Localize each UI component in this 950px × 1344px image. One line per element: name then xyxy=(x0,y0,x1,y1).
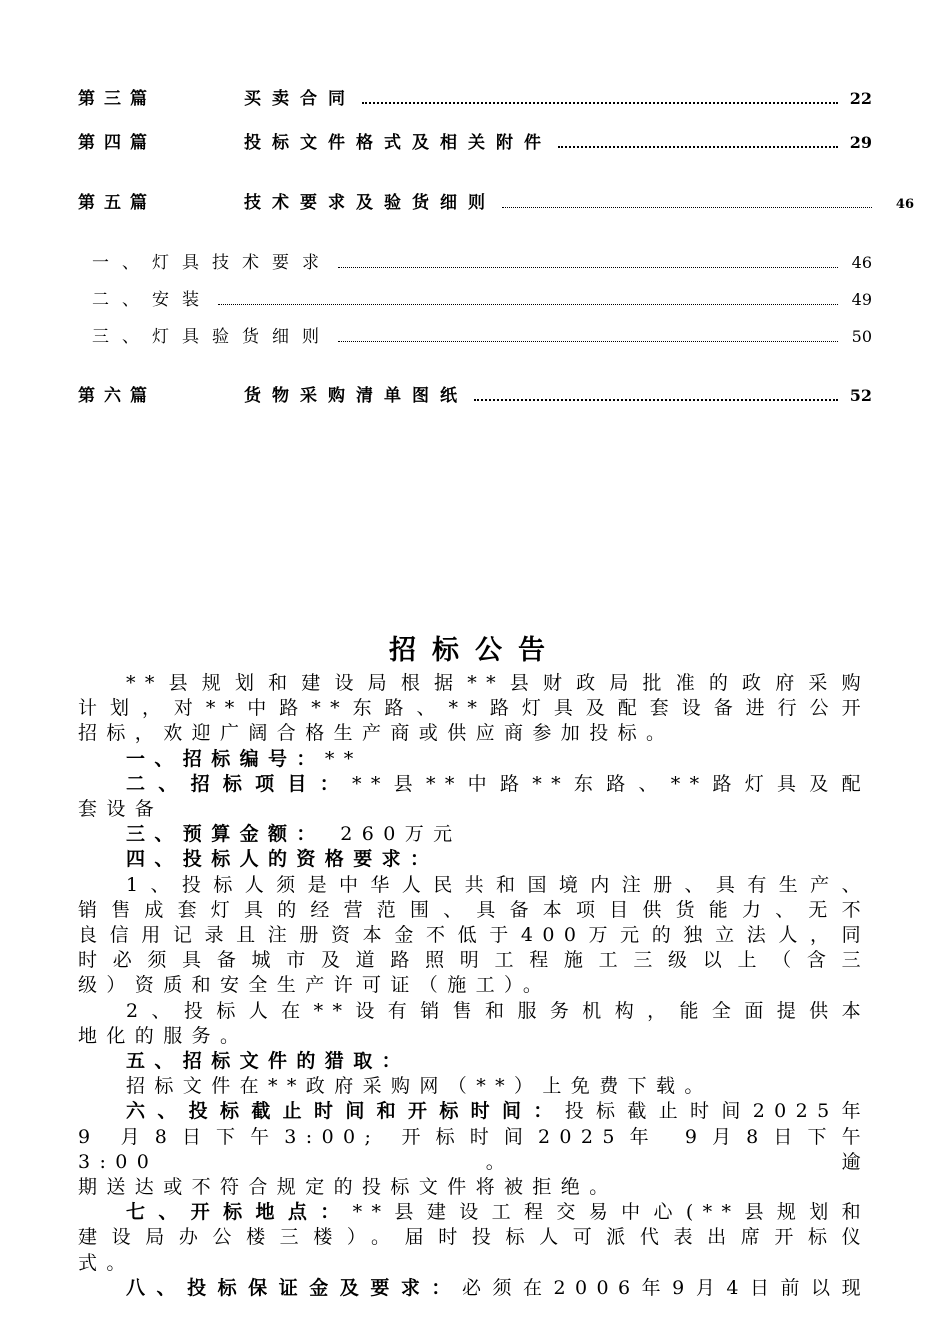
toc-leader xyxy=(218,304,838,305)
section-label: 一、招标编号： xyxy=(126,747,325,770)
section-3 xyxy=(78,822,870,847)
section-value: ** xyxy=(324,747,363,770)
body-line: 招标文件在**政府采购网（**）上免费下载。 xyxy=(126,1075,713,1098)
body-line: 式。 xyxy=(78,1251,135,1274)
section-5 xyxy=(78,1049,870,1074)
section-label: 八、投标保证金及要求： xyxy=(126,1276,462,1299)
toc-title: 货物采购清单图纸 xyxy=(244,386,468,406)
body-line: 建设局办公楼三楼）。届时投标人可派代表出席开标仪 xyxy=(78,1226,870,1249)
announcement-title: 招标公告 xyxy=(389,635,561,666)
toc-leader xyxy=(474,399,838,401)
body-line: 2、投标人在**设有销售和服务机构，能全面提供本 xyxy=(126,999,870,1022)
body-line: 招标，欢迎广阔合格生产商或供应商参加投标。 xyxy=(78,722,675,745)
section-2 xyxy=(78,772,870,797)
toc-title: 三、灯具验货细则 xyxy=(92,327,332,347)
toc-entry-part-6[interactable] xyxy=(78,381,872,406)
section-6 xyxy=(78,1099,870,1124)
toc-entry-part-4[interactable] xyxy=(78,128,872,153)
section-value: 260万元 xyxy=(324,823,462,846)
announcement-body xyxy=(78,671,870,1301)
body-line: 销售成套灯具的经营范围、具备本项目供货能力、无不 xyxy=(78,898,870,921)
toc-page-number: 22 xyxy=(849,89,872,108)
toc-part: 第六篇 xyxy=(78,386,156,406)
body-line: 级）资质和安全生产许可证（施工）。 xyxy=(78,974,552,997)
toc-title: 二、安装 xyxy=(92,290,212,310)
toc-page-number: 49 xyxy=(851,290,872,309)
toc-entry-part-3[interactable] xyxy=(78,84,872,109)
toc-part: 第四篇 xyxy=(78,133,156,153)
toc-page-number: 46 xyxy=(895,197,914,212)
section-value: **县**中路**东路、**路灯具及配 xyxy=(352,772,870,795)
body-line: 9 月8日下午3:00; 开标时间2025年 9月8日下午3:00。逾 xyxy=(78,1125,870,1173)
toc-page-number: 50 xyxy=(851,327,872,346)
section-label: 五、招标文件的猎取： xyxy=(126,1050,411,1073)
toc-entry-5-3[interactable] xyxy=(92,322,872,347)
section-value: 投标截止时间2025年 xyxy=(564,1100,870,1123)
toc-leader xyxy=(362,102,838,104)
body-line: 良信用记录且注册资本金不低于400万元的独立法人，同 xyxy=(78,924,870,947)
section-7 xyxy=(78,1200,870,1225)
toc-entry-5-1[interactable] xyxy=(92,248,872,273)
section-1 xyxy=(78,747,870,772)
section-label: 六、投标截止时间和开标时间： xyxy=(126,1100,565,1123)
toc-page-number: 52 xyxy=(849,386,872,405)
body-line: 计划，对**中路**东路、**路灯具及配套设备进行公开 xyxy=(78,697,870,720)
toc-entry-5-2[interactable] xyxy=(92,285,872,310)
toc-title: 买卖合同 xyxy=(244,89,356,109)
body-line: 地化的服务。 xyxy=(78,1024,249,1047)
toc-title: 技术要求及验货细则 xyxy=(244,193,496,213)
body-line: 期送达或不符合规定的投标文件将被拒绝。 xyxy=(78,1176,618,1199)
body-line: 套设备 xyxy=(78,798,164,821)
section-value: 必须在2006年9月4日前以现 xyxy=(461,1276,870,1299)
toc-title: 一、灯具技术要求 xyxy=(92,253,332,273)
section-8 xyxy=(78,1276,870,1301)
toc-title: 投标文件格式及相关附件 xyxy=(244,133,552,153)
body-line: 时必须具备城市及道路照明工程施工三级以上（含三 xyxy=(78,949,870,972)
toc-leader xyxy=(558,146,838,148)
toc-page-number: 29 xyxy=(849,133,872,152)
body-line: **县规划和建设局根据**县财政局批准的政府采购 xyxy=(126,672,870,694)
toc-leader xyxy=(338,267,838,268)
body-line: 1、投标人须是中华人民共和国境内注册、具有生产、 xyxy=(126,873,870,896)
section-label: 四、投标人的资格要求： xyxy=(126,848,439,871)
toc-leader xyxy=(338,341,838,342)
toc-leader xyxy=(502,207,872,208)
section-label: 二、招标项目： xyxy=(126,772,352,795)
toc-part: 第三篇 xyxy=(78,89,156,109)
section-label: 七、开标地点： xyxy=(126,1201,353,1224)
toc-part: 第五篇 xyxy=(78,193,156,213)
section-label: 三、预算金额： xyxy=(126,823,325,846)
toc-page-number: 46 xyxy=(851,253,872,272)
section-value: **县建设工程交易中心(**县规划和 xyxy=(352,1201,870,1224)
toc-entry-part-5[interactable] xyxy=(78,188,914,213)
section-4 xyxy=(78,847,870,872)
